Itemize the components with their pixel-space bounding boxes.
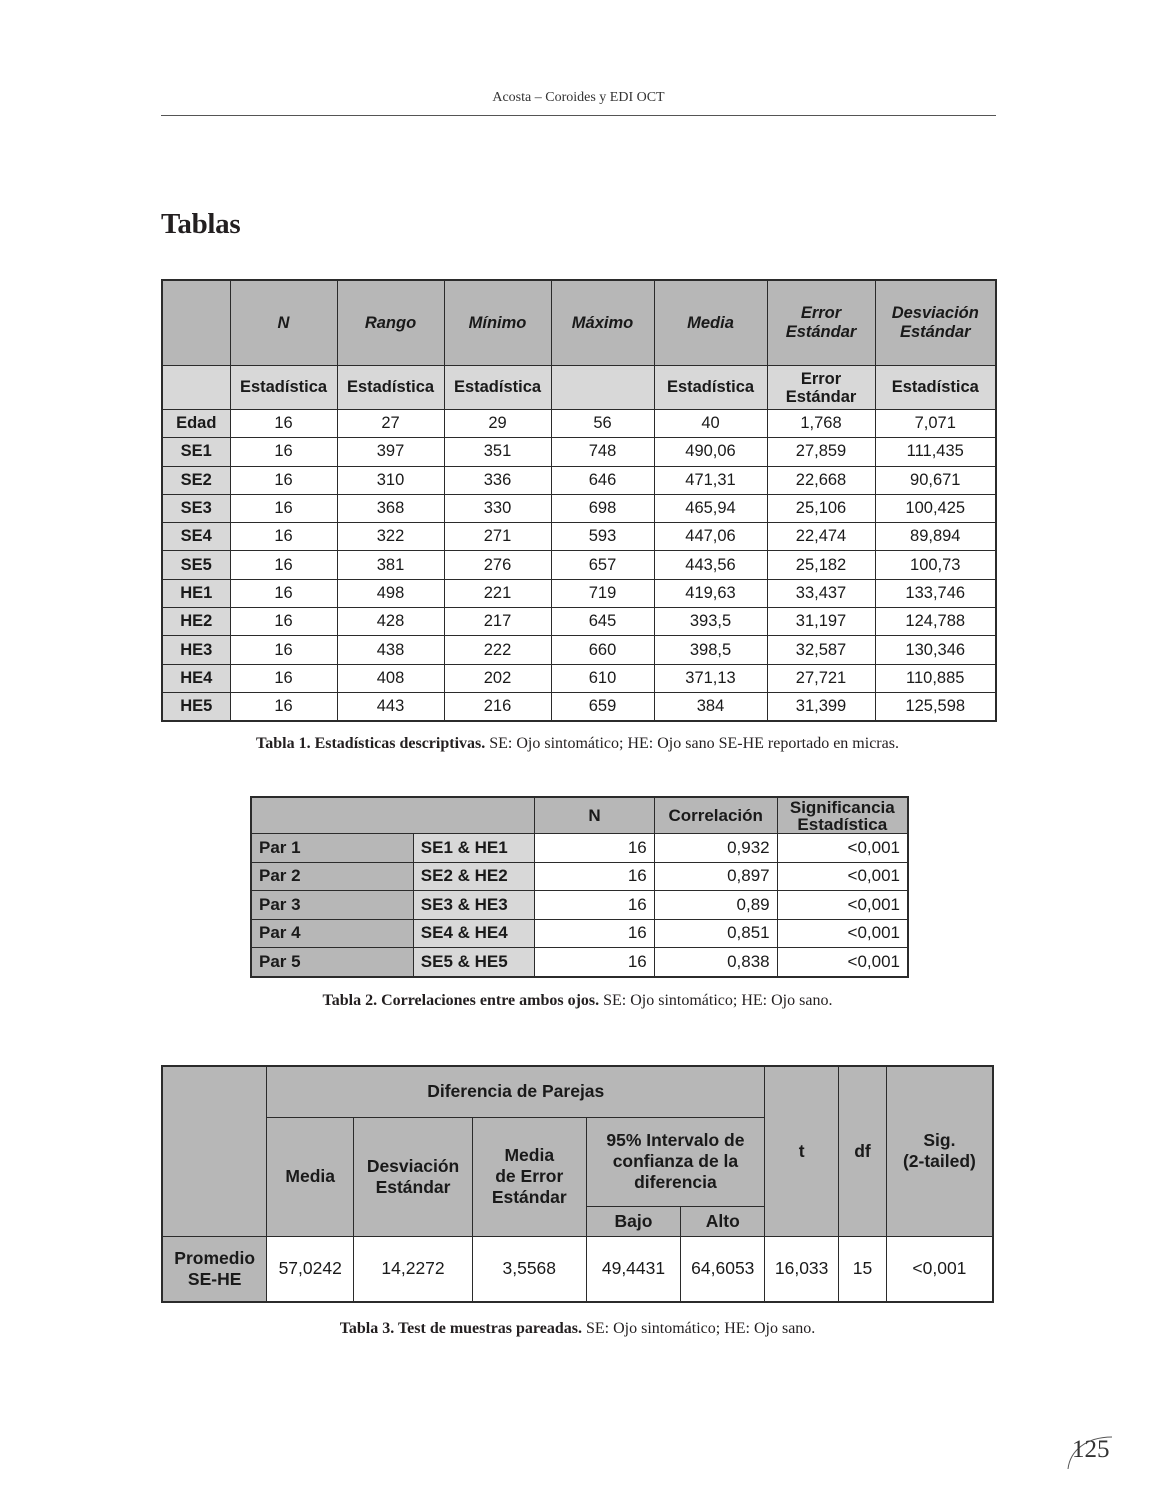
table1-sub-header: Estadística <box>875 366 996 410</box>
table1-row <box>162 692 996 721</box>
table2-cell: 0,932 <box>654 834 777 863</box>
table2-caption <box>0 992 1155 1010</box>
table2-pair-eyes: SE4 & HE4 <box>413 919 535 948</box>
table1-cell: 133,746 <box>875 579 996 607</box>
table1-header-n: N <box>230 280 337 366</box>
table1-header-maximo: Máximo <box>551 280 654 366</box>
table3-header-desviacion: Desviación Estándar <box>354 1117 473 1236</box>
table1-sub-header: Estadística <box>230 366 337 410</box>
table1-cell: 27,721 <box>767 664 875 692</box>
table2-cell: <0,001 <box>777 948 908 977</box>
table1-row-label: SE4 <box>162 523 230 551</box>
table2-pair-label: Par 1 <box>251 834 413 863</box>
table1-cell: 56 <box>551 410 654 438</box>
table1-cell: 657 <box>551 551 654 579</box>
table3-caption-label: Tabla 3. Test de muestras pareadas. <box>339 1320 582 1337</box>
table2-cell: 16 <box>535 919 654 948</box>
table1-cell: 217 <box>444 608 551 636</box>
table1-cell: 40 <box>654 410 767 438</box>
table1-cell: 645 <box>551 608 654 636</box>
table1-header-minimo: Mínimo <box>444 280 551 366</box>
table2-pair-label: Par 3 <box>251 891 413 920</box>
table2-caption-text: SE: Ojo sintomático; HE: Ojo sano. <box>599 992 833 1009</box>
table3-row-label: Promedio SE-HE <box>162 1236 267 1302</box>
table1-cell: 490,06 <box>654 438 767 466</box>
table1-corner <box>162 280 230 366</box>
table1-row-label: HE1 <box>162 579 230 607</box>
table2-cell: 0,838 <box>654 948 777 977</box>
table3-header-intervalo: 95% Intervalo de confianza de la diferencia <box>586 1117 765 1206</box>
table2-row <box>251 834 908 863</box>
table2-row <box>251 891 908 920</box>
table1-cell: 100,425 <box>875 494 996 522</box>
table2-row <box>251 919 908 948</box>
table1-cell: 398,5 <box>654 636 767 664</box>
table1-cell: 111,435 <box>875 438 996 466</box>
table3-cell: 64,6053 <box>681 1236 765 1302</box>
table1-cell: 276 <box>444 551 551 579</box>
table1-cell: 16 <box>230 494 337 522</box>
table1-cell: 443,56 <box>654 551 767 579</box>
table1-cell: 16 <box>230 692 337 721</box>
table1-cell: 748 <box>551 438 654 466</box>
table3-caption <box>0 1320 1155 1338</box>
table1-row-label: SE1 <box>162 438 230 466</box>
table1-row-label: SE5 <box>162 551 230 579</box>
table1-cell: 428 <box>337 608 444 636</box>
table3-cell: <0,001 <box>886 1236 993 1302</box>
table2-cell: 16 <box>535 891 654 920</box>
table1-caption-text: SE: Ojo sintomático; HE: Ojo sano SE-HE reportado en micras. <box>485 735 899 752</box>
table3-cell: 49,4431 <box>586 1236 681 1302</box>
table1-cell: 659 <box>551 692 654 721</box>
table3-cell: 16,033 <box>765 1236 839 1302</box>
table1-cell: 393,5 <box>654 608 767 636</box>
table1-cell: 16 <box>230 608 337 636</box>
table1-cell: 27 <box>337 410 444 438</box>
table3-cell: 3,5568 <box>472 1236 586 1302</box>
table1-sub-header <box>551 366 654 410</box>
table1-cell: 7,071 <box>875 410 996 438</box>
table1-row <box>162 438 996 466</box>
table1-cell: 271 <box>444 523 551 551</box>
table1-row-label: SE2 <box>162 466 230 494</box>
table1-cell: 222 <box>444 636 551 664</box>
table1-cell: 698 <box>551 494 654 522</box>
table1-sub-header: Estadística <box>444 366 551 410</box>
table1-cell: 419,63 <box>654 579 767 607</box>
table1-cell: 125,598 <box>875 692 996 721</box>
table1-cell: 216 <box>444 692 551 721</box>
table3-header-df: df <box>839 1066 887 1236</box>
table1-cell: 593 <box>551 523 654 551</box>
table1-cell: 16 <box>230 551 337 579</box>
table2-row <box>251 862 908 891</box>
table1-row-label: HE2 <box>162 608 230 636</box>
table1-row-label: HE3 <box>162 636 230 664</box>
table1-header-media: Media <box>654 280 767 366</box>
table1-cell: 221 <box>444 579 551 607</box>
table1-cell: 646 <box>551 466 654 494</box>
table2-corner <box>251 797 535 834</box>
table3-cell: 15 <box>839 1236 887 1302</box>
table1-cell: 322 <box>337 523 444 551</box>
table-descriptive-stats <box>161 279 997 722</box>
table-paired-samples-test <box>161 1065 994 1303</box>
table3-header-sig: Sig. (2-tailed) <box>886 1066 993 1236</box>
table1-cell: 32,587 <box>767 636 875 664</box>
table3-group-header: Diferencia de Parejas <box>267 1066 765 1117</box>
table1-cell: 90,671 <box>875 466 996 494</box>
table1-cell: 408 <box>337 664 444 692</box>
section-title: Tablas <box>161 208 241 240</box>
table1-cell: 368 <box>337 494 444 522</box>
table3-cell: 14,2272 <box>354 1236 473 1302</box>
table1-cell: 351 <box>444 438 551 466</box>
table1-row <box>162 466 996 494</box>
table1-cell: 310 <box>337 466 444 494</box>
table1-header-error-estandar: Error Estándar <box>767 280 875 366</box>
table1-cell: 124,788 <box>875 608 996 636</box>
table2-pair-eyes: SE2 & HE2 <box>413 862 535 891</box>
page-number <box>1066 1431 1116 1471</box>
table2-pair-label: Par 4 <box>251 919 413 948</box>
table1-sub-header: Estadística <box>337 366 444 410</box>
table1-cell: 465,94 <box>654 494 767 522</box>
running-head: Acosta – Coroides y EDI OCT <box>492 90 665 105</box>
table2-cell: 16 <box>535 834 654 863</box>
table1-sub-corner <box>162 366 230 410</box>
table3-cell: 57,0242 <box>267 1236 354 1302</box>
table2-cell: <0,001 <box>777 891 908 920</box>
table3-header-media-error: Media de Error Estándar <box>472 1117 586 1236</box>
header-rule <box>161 115 996 116</box>
table1-cell: 381 <box>337 551 444 579</box>
table1-cell: 29 <box>444 410 551 438</box>
table1-row-label: Edad <box>162 410 230 438</box>
table1-row <box>162 410 996 438</box>
table1-cell: 438 <box>337 636 444 664</box>
table1-header-rango: Rango <box>337 280 444 366</box>
table1-row <box>162 523 996 551</box>
table1-row-label: HE5 <box>162 692 230 721</box>
table1-cell: 16 <box>230 410 337 438</box>
table2-cell: 0,851 <box>654 919 777 948</box>
table1-cell: 22,474 <box>767 523 875 551</box>
table1-cell: 610 <box>551 664 654 692</box>
table2-header-significancia: Significancia Estadística <box>777 797 908 834</box>
table3-header-t: t <box>765 1066 839 1236</box>
table1-caption <box>0 735 1155 753</box>
table1-cell: 100,73 <box>875 551 996 579</box>
table1-cell: 16 <box>230 664 337 692</box>
table1-cell: 31,399 <box>767 692 875 721</box>
table2-pair-eyes: SE5 & HE5 <box>413 948 535 977</box>
table1-cell: 89,894 <box>875 523 996 551</box>
table1-cell: 330 <box>444 494 551 522</box>
table1-cell: 110,885 <box>875 664 996 692</box>
table1-cell: 447,06 <box>654 523 767 551</box>
table1-row-label: HE4 <box>162 664 230 692</box>
table1-cell: 130,346 <box>875 636 996 664</box>
table1-sub-header: Error Estándar <box>767 366 875 410</box>
table2-caption-label: Tabla 2. Correlaciones entre ambos ojos. <box>322 992 600 1009</box>
table1-cell: 16 <box>230 466 337 494</box>
table2-row <box>251 948 908 977</box>
table1-cell: 202 <box>444 664 551 692</box>
table-correlations <box>250 796 909 978</box>
table2-cell: 0,89 <box>654 891 777 920</box>
table1-cell: 16 <box>230 523 337 551</box>
table1-sub-header: Estadística <box>654 366 767 410</box>
table1-row <box>162 579 996 607</box>
table3-caption-text: SE: Ojo sintomático; HE: Ojo sano. <box>581 1320 816 1337</box>
page-number-text: 125 <box>1072 1436 1110 1463</box>
table1-cell: 336 <box>444 466 551 494</box>
table1-cell: 719 <box>551 579 654 607</box>
table1-cell: 25,106 <box>767 494 875 522</box>
table1-cell: 397 <box>337 438 444 466</box>
table1-cell: 25,182 <box>767 551 875 579</box>
table2-cell: 0,897 <box>654 862 777 891</box>
table1-header-desviacion-estandar: Desviación Estándar <box>875 280 996 366</box>
table2-pair-label: Par 5 <box>251 948 413 977</box>
table2-pair-eyes: SE1 & HE1 <box>413 834 535 863</box>
table1-row <box>162 494 996 522</box>
table1-cell: 16 <box>230 438 337 466</box>
table2-cell: <0,001 <box>777 919 908 948</box>
table1-row <box>162 664 996 692</box>
table1-cell: 498 <box>337 579 444 607</box>
table3-header-media: Media <box>267 1117 354 1236</box>
table2-header-n: N <box>535 797 654 834</box>
table1-cell: 27,859 <box>767 438 875 466</box>
table1-cell: 33,437 <box>767 579 875 607</box>
table1-cell: 384 <box>654 692 767 721</box>
table2-header-correlacion: Correlación <box>654 797 777 834</box>
table1-cell: 443 <box>337 692 444 721</box>
table1-row <box>162 608 996 636</box>
table2-cell: <0,001 <box>777 834 908 863</box>
table1-caption-label: Tabla 1. Estadísticas descriptivas. <box>256 735 486 752</box>
table3-corner <box>162 1066 267 1236</box>
table1-cell: 1,768 <box>767 410 875 438</box>
table1-cell: 22,668 <box>767 466 875 494</box>
table1-row <box>162 551 996 579</box>
table1-cell: 371,13 <box>654 664 767 692</box>
table1-cell: 31,197 <box>767 608 875 636</box>
table3-header-bajo: Bajo <box>586 1206 681 1236</box>
table1-row-label: SE3 <box>162 494 230 522</box>
table2-pair-eyes: SE3 & HE3 <box>413 891 535 920</box>
table2-pair-label: Par 2 <box>251 862 413 891</box>
table2-cell: 16 <box>535 862 654 891</box>
table2-cell: 16 <box>535 948 654 977</box>
table1-cell: 660 <box>551 636 654 664</box>
table3-header-alto: Alto <box>681 1206 765 1236</box>
table1-cell: 471,31 <box>654 466 767 494</box>
table1-cell: 16 <box>230 579 337 607</box>
table1-row <box>162 636 996 664</box>
table2-cell: <0,001 <box>777 862 908 891</box>
table1-cell: 16 <box>230 636 337 664</box>
